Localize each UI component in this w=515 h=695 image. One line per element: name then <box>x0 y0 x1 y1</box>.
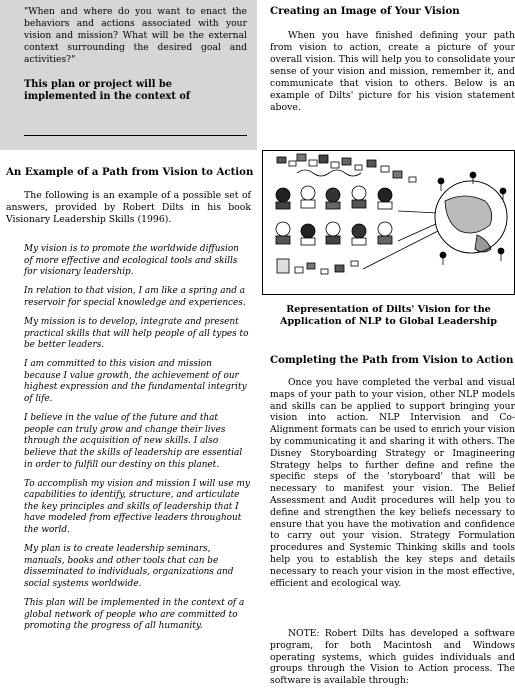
statement-capabilities: To accomplish my vision and mission I will use my capabilities to identify, structure, and articulate the key principles and skills of leadership that I have modeled from effective leaders throughout the world. <box>24 478 250 535</box>
completing-paragraph: Once you have completed the verbal and visual maps of your path to your vision, other NLP models and skills can be applied to support bringing your vision into action. NLP Intervision and Co-Alignment formats can be used to enrich your vision by communicating it and sharing it with others. The Disney Storyboarding Strategy or Imagineering Strategy helps to further define and refine the specific steps of the 'storyboard' that will be necessary to manifest your vision. The Belief Assessment and Audit procedures will help you to define and strengthen the key beliefs necessary to ensure that you have the motivation and confidence to carry out your vision. Strategy Formulation procedures and Systemic Thinking skills and tools help you to establish the key steps and details necessary to reach your vision in the most effective, efficient and ecological way. <box>270 377 515 589</box>
completing-heading: Completing the Path from Vision to Action <box>270 354 514 366</box>
example-heading: An Example of a Path from Vision to Action <box>6 166 254 178</box>
vision-illustration-drawing <box>263 151 514 294</box>
image-paragraph: When you have finished defining your path from vision to action, create a picture of your overall vision. This will help you to consolidate your sense of your vision and mission, remember it, and communicate that vision to others. Below is an example of Dilts' picture for his vision statement above. <box>270 30 515 113</box>
statement-vision: My vision is to promote the worldwide diffusion of more effective and ecological tools and skills for visionary leadership. <box>24 244 239 278</box>
context-statement: This plan or project will be implemented in the context of <box>24 79 191 102</box>
context-question: "When and where do you want to enact the behaviors and actions associated with your vision and mission? What will be the external context surrounding the desired goal and activities?" <box>24 6 247 65</box>
statement-beliefs: I believe in the value of the future and that people can truly grow and change their lives through the acquisition of new skills. I also believe that the skills of leadership are essential in order to fulfill our destiny on this planet. <box>24 413 243 470</box>
left-column <box>0 0 257 695</box>
vision-illustration <box>262 150 515 295</box>
answer-line <box>24 135 247 136</box>
illustration-caption <box>262 304 515 328</box>
exercise-prompt-box <box>0 0 257 150</box>
image-heading: Creating an Image of Your Vision <box>270 5 460 17</box>
statement-values: I am committed to this vision and mission because I value growth, the achievement of our highest expression and the fundamental integrity of life. <box>24 359 247 405</box>
statement-identity: In relation to that vision, I am like a spring and a reservoir for special knowledge and experiences. <box>24 286 246 308</box>
caption-line-1: Representation of Dilts' Vision for the <box>286 304 491 315</box>
vision-statements <box>24 244 250 640</box>
statement-mission: My mission is to develop, integrate and present practical skills that will help people of all types to be better leaders. <box>24 316 249 351</box>
example-intro: The following is an example of a possible set of answers, provided by Robert Dilts in his book Visionary Leadership Skills (1996). <box>6 190 251 225</box>
statement-plan: My plan is to create leadership seminars, manuals, books and other tools that can be disseminated to individuals, organizations and social systems worldwide. <box>24 544 234 589</box>
note-paragraph: NOTE: Robert Dilts has developed a software program, for both Macintosh and Windows operating systems, which guides individuals and groups through the Vision to Action process. The software is available through: <box>270 628 515 687</box>
right-column <box>262 0 515 695</box>
statement-context: This plan will be implemented in the context of a global network of people who are committed to promoting the progress of all humanity. <box>24 597 245 632</box>
caption-line-2: Application of NLP to Global Leadership <box>280 316 497 327</box>
